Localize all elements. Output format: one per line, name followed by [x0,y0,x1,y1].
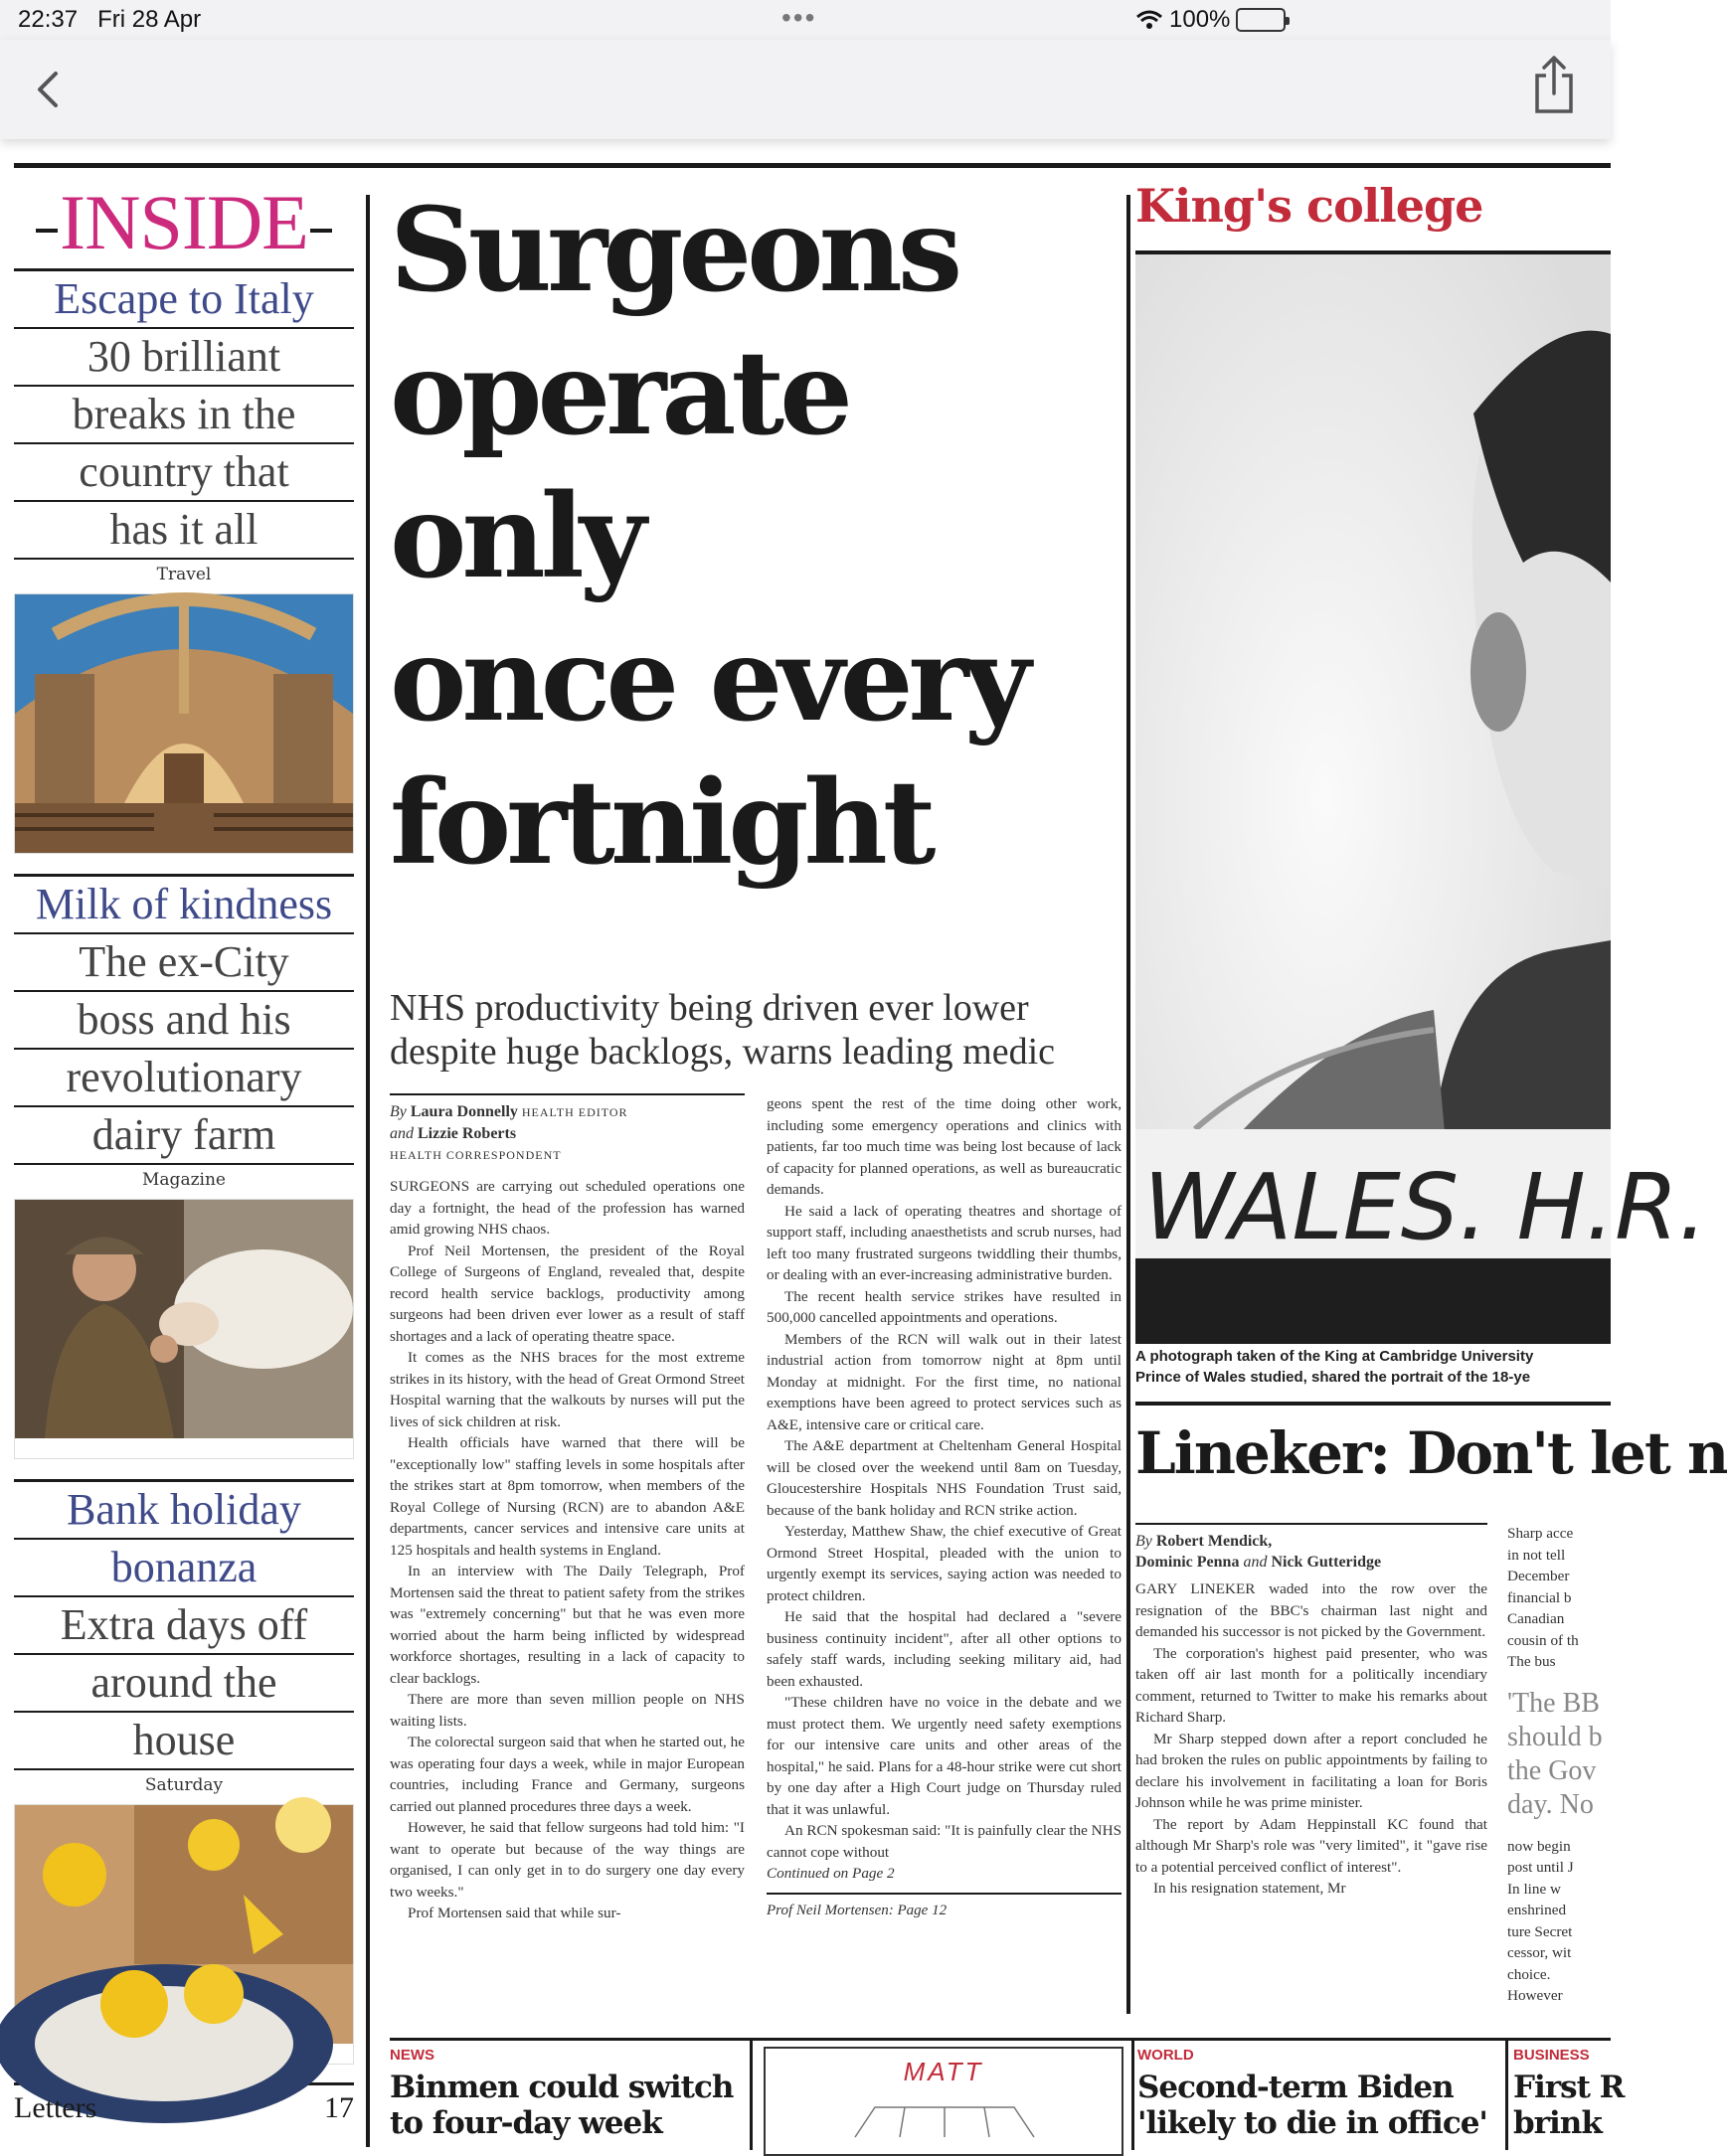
page-reference[interactable]: Prof Neil Mortensen: Page 12 [767,1893,1122,1922]
paragraph: Prof Mortensen said that while sur- [408,1905,621,1921]
teaser-line: around the [14,1655,354,1713]
right-column [1135,179,1727,2007]
lineker-column-2: Sharp acce in not tell December financial b Canadian cousin of th The bus 'The BB should b the Gov day. No now begin post until J In line w enshrined ture Secret cessor, wit choice. However [1507,1523,1607,2007]
king-portrait-photo[interactable] [1135,250,1708,1340]
teaser-head: Escape to Italy [14,271,354,329]
photo-caption: A photograph taken of the King at Cambridge University Prince of Wales studied, shared the portrait of the 18-ye [1135,1348,1534,1386]
teaser-line: revolutionary [14,1050,354,1107]
matt-cartoon[interactable] [764,2047,1123,2156]
lemons-image[interactable] [14,1804,354,2065]
share-button[interactable] [1529,54,1579,115]
teaser-saturday[interactable] [14,1479,354,2065]
paragraph: Prof Neil Mortensen, the president of the Royal College of Surgeons of England, revealed that, despite record health service backlogs, productivity among surgeons had been driven ever lower as a result of staff shortages and a lack of operating theatre space. [390,1242,745,1345]
share-icon [1529,54,1579,115]
paragraph: geons spent the rest of the time doing other work, including some emergency operations and clinics with patients, far too much time was being lost because of lack of capacity for planned operations, as well as bureaucratic demands. [767,1095,1122,1198]
paragraph: The A&E department at Cheltenham General Hospital will be closed over the weekend until 8am on Tuesday, Gloucestershire Hospitals NHS Foundation Trust said, because of the bank holiday and RCN strike action. [767,1437,1122,1519]
lead-body [390,1093,1122,1924]
page-top-rule [14,163,1611,168]
battery-percent: 100% [1169,6,1231,33]
lead-column-2 [767,1093,1122,1924]
news-story[interactable] [390,2047,733,2141]
letters-label: Letters [14,2091,97,2124]
back-button[interactable] [28,68,68,111]
teaser-line: boss and his [14,992,354,1050]
lineker-headline[interactable]: Lineker: Don't let n [1135,1419,1727,1487]
lineker-column-1 [1135,1523,1487,2007]
paragraph: The corporation's highest paid presenter, who was taken off air last month for a politically incendiary comment, returned to Twitter to make his remarks about Richard Sharp. [1135,1644,1487,1726]
paragraph: Mr Sharp stepped down after a report concluded he had broken the rules on public appointments by failing to declare his involvement in facilitating a loan for Boris Johnson while he was prime minister. [1135,1730,1487,1811]
teaser-line: breaks in the [14,387,354,444]
status-time: 22:37 Fri 28 Apr [18,6,202,33]
teaser-head: Bank holiday [14,1482,354,1540]
paragraph: The report by Adam Heppinstall KC found that although Mr Sharp's role was "very limited", it "gave rise to a potential perceived conflict of interest". [1135,1815,1487,1876]
inside-title: INSIDE [14,179,354,268]
paragraph: The recent health service strikes have resulted in 500,000 cancelled appointments and operations. [767,1287,1122,1326]
paragraph: GARY LINEKER waded into the row over the resignation of the BBC's chairman last night and demanded his successor is not picked by the Government. [1135,1580,1487,1640]
cartoon-sketch [766,2087,1122,2137]
section-label: Saturday [144,1775,224,1795]
teaser-travel[interactable] [14,268,354,854]
teaser-line: country that [14,444,354,502]
column-rule [750,2041,753,2150]
lineker-byline: By Robert Mendick, Dominic Penna and Nick Gutteridge [1135,1523,1487,1573]
teaser-line: house [14,1713,354,1770]
lead-byline: By Laura Donnelly HEALTH EDITOR and Lizzie Roberts HEALTH CORRESPONDENT [390,1093,745,1166]
chevron-left-icon [28,68,68,111]
multitasking-dots-icon[interactable]: ••• [781,2,817,33]
paragraph: An RCN spokesman said: "It is painfully clear the NHS cannot cope without [767,1822,1123,1861]
status-right [1135,6,1611,34]
rule [1135,1402,1611,1406]
column-rule [1131,2041,1134,2150]
paragraph: In an interview with The Daily Telegraph, Prof Mortensen said the threat to patient safety from the strikes was "extremely concerning" but that he was even more worried about the harm being inflicted by widespread workforce shortages, resulting in a lack of capacity to clear backlogs. [390,1563,745,1687]
paragraph: He said a lack of operating theatres and shortage of support staff, including anaesthetists and scrub nurses, had left too many frustrated surgeons twiddling their thumbs, or dealing with an ever-increasing administrative burden. [767,1202,1122,1283]
photo-sign-text: WALES. H.R. [1143,1154,1708,1260]
column-rule [1126,195,1130,2014]
teaser-line: The ex-City [14,934,354,992]
lead-headline [390,179,1122,895]
paragraph: Yesterday, Matthew Shaw, the chief executive of Great Ormond Street Hospital, pleaded with the union to urgently exempt its services, saying action was needed to protect children. [767,1523,1122,1604]
world-kicker: WORLD [1137,2047,1194,2064]
headline-line: operate only [390,326,848,604]
paragraph: The colorectal surgeon said that when he started out, he was operating four days a week, while in major European countries, including France and Germany, surgeons carried out planned procedures three days a week. [390,1734,745,1815]
news-kicker: NEWS [390,2047,434,2064]
teaser-line: 30 brilliant [14,329,354,387]
paragraph: He said that the hospital had declared a "severe business continuity incident", after all other options to safely staff wards, including seeking military aid, had been exhausted. [767,1608,1122,1690]
teaser-line: has it all [14,502,354,560]
teaser-head: Milk of kindness [14,877,354,934]
teaser-magazine[interactable] [14,874,354,1459]
wifi-icon [1135,9,1163,31]
section-label: Magazine [142,1170,226,1190]
world-story[interactable] [1137,2047,1487,2141]
column-rule [366,195,370,2147]
paragraph: There are more than seven million people on NHS waiting lists. [390,1691,745,1730]
teaser-line: dairy farm [14,1107,354,1165]
business-kicker: BUSINESS [1513,2047,1590,2064]
teaser-line: Extra days off [14,1597,354,1655]
lead-column-1 [390,1093,745,1924]
letters-page: 17 [324,2091,354,2124]
paragraph: Health officials have warned that there will be "exceptionally low" staffing levels in some hospitals after the strikes start at 8pm tomorrow, when members of the Royal College of Nursing (RCN) are to abandon A&E departments, cancer services and intensive care units at 125 hospitals and health systems in England. [390,1434,745,1559]
business-story[interactable] [1513,2047,1624,2141]
teaser-head-2: bonanza [14,1540,354,1597]
lineker-body [1135,1523,1611,2007]
paragraph: SURGEONS are carrying out scheduled operations one day a fortnight, the head of the profession has warned amid growing NHS chaos. [390,1178,745,1238]
inside-column [14,179,354,2125]
business-headline: First R brink [1513,2070,1625,2141]
continued-link[interactable]: Continued on Page 2 [767,1865,895,1882]
paragraph: However, he said that fellow surgeons had told him: "I want to operate but because of the way things are organised, I can only get in to do surgery one day every two weeks." [390,1819,745,1901]
headline-line: Surgeons [390,183,958,318]
headline-line: fortnight [390,755,932,891]
pull-quote: 'The BB should b the Gov day. No [1507,1687,1603,1820]
section-label: Travel [156,565,212,584]
paragraph: It comes as the NHS braces for the most extreme strikes in its history, with the head of Great Ormond Street Hospital warning that the walkouts by nurses will put the lives of sick children at risk. [390,1349,745,1430]
paragraph: Members of the RCN will walk out in their latest industrial action from tomorrow night at 8pm until Monday at midnight. For the first time, no national exemptions have been agreed to protect services such as A&E, intensive care or critical care. [767,1330,1122,1433]
travel-basilica-image[interactable] [14,593,354,854]
news-headline: Binmen could switch to four-day week [390,2070,734,2141]
bottom-strip [390,2038,1625,2147]
world-headline: Second-term Biden 'likely to die in office' [1137,2070,1487,2141]
nav-bar [0,40,1611,139]
lead-story[interactable] [390,179,1122,1924]
status-bar [0,0,1611,40]
paragraph: "These children have no voice in the debate and we must protect them. We urgently need safety exemptions for our intensive care units and other areas of the hospital," he said. Plans for a 48-hour strike were cut short by one day after a High Court judge on Thursday ruled that it was unlawful. [767,1694,1122,1818]
battery-icon [1236,8,1286,32]
kings-college-title: King's college [1135,179,1483,233]
column-rule [1505,2041,1508,2150]
paragraph: In his resignation statement, Mr [1153,1880,1346,1897]
cartoon-signature: MATT [903,2057,984,2086]
farmer-cow-image[interactable] [14,1199,354,1459]
lead-standfirst: NHS productivity being driven ever lower despite huge backlogs, warns leading medic [390,987,1056,1073]
headline-line: once every [390,612,1027,747]
